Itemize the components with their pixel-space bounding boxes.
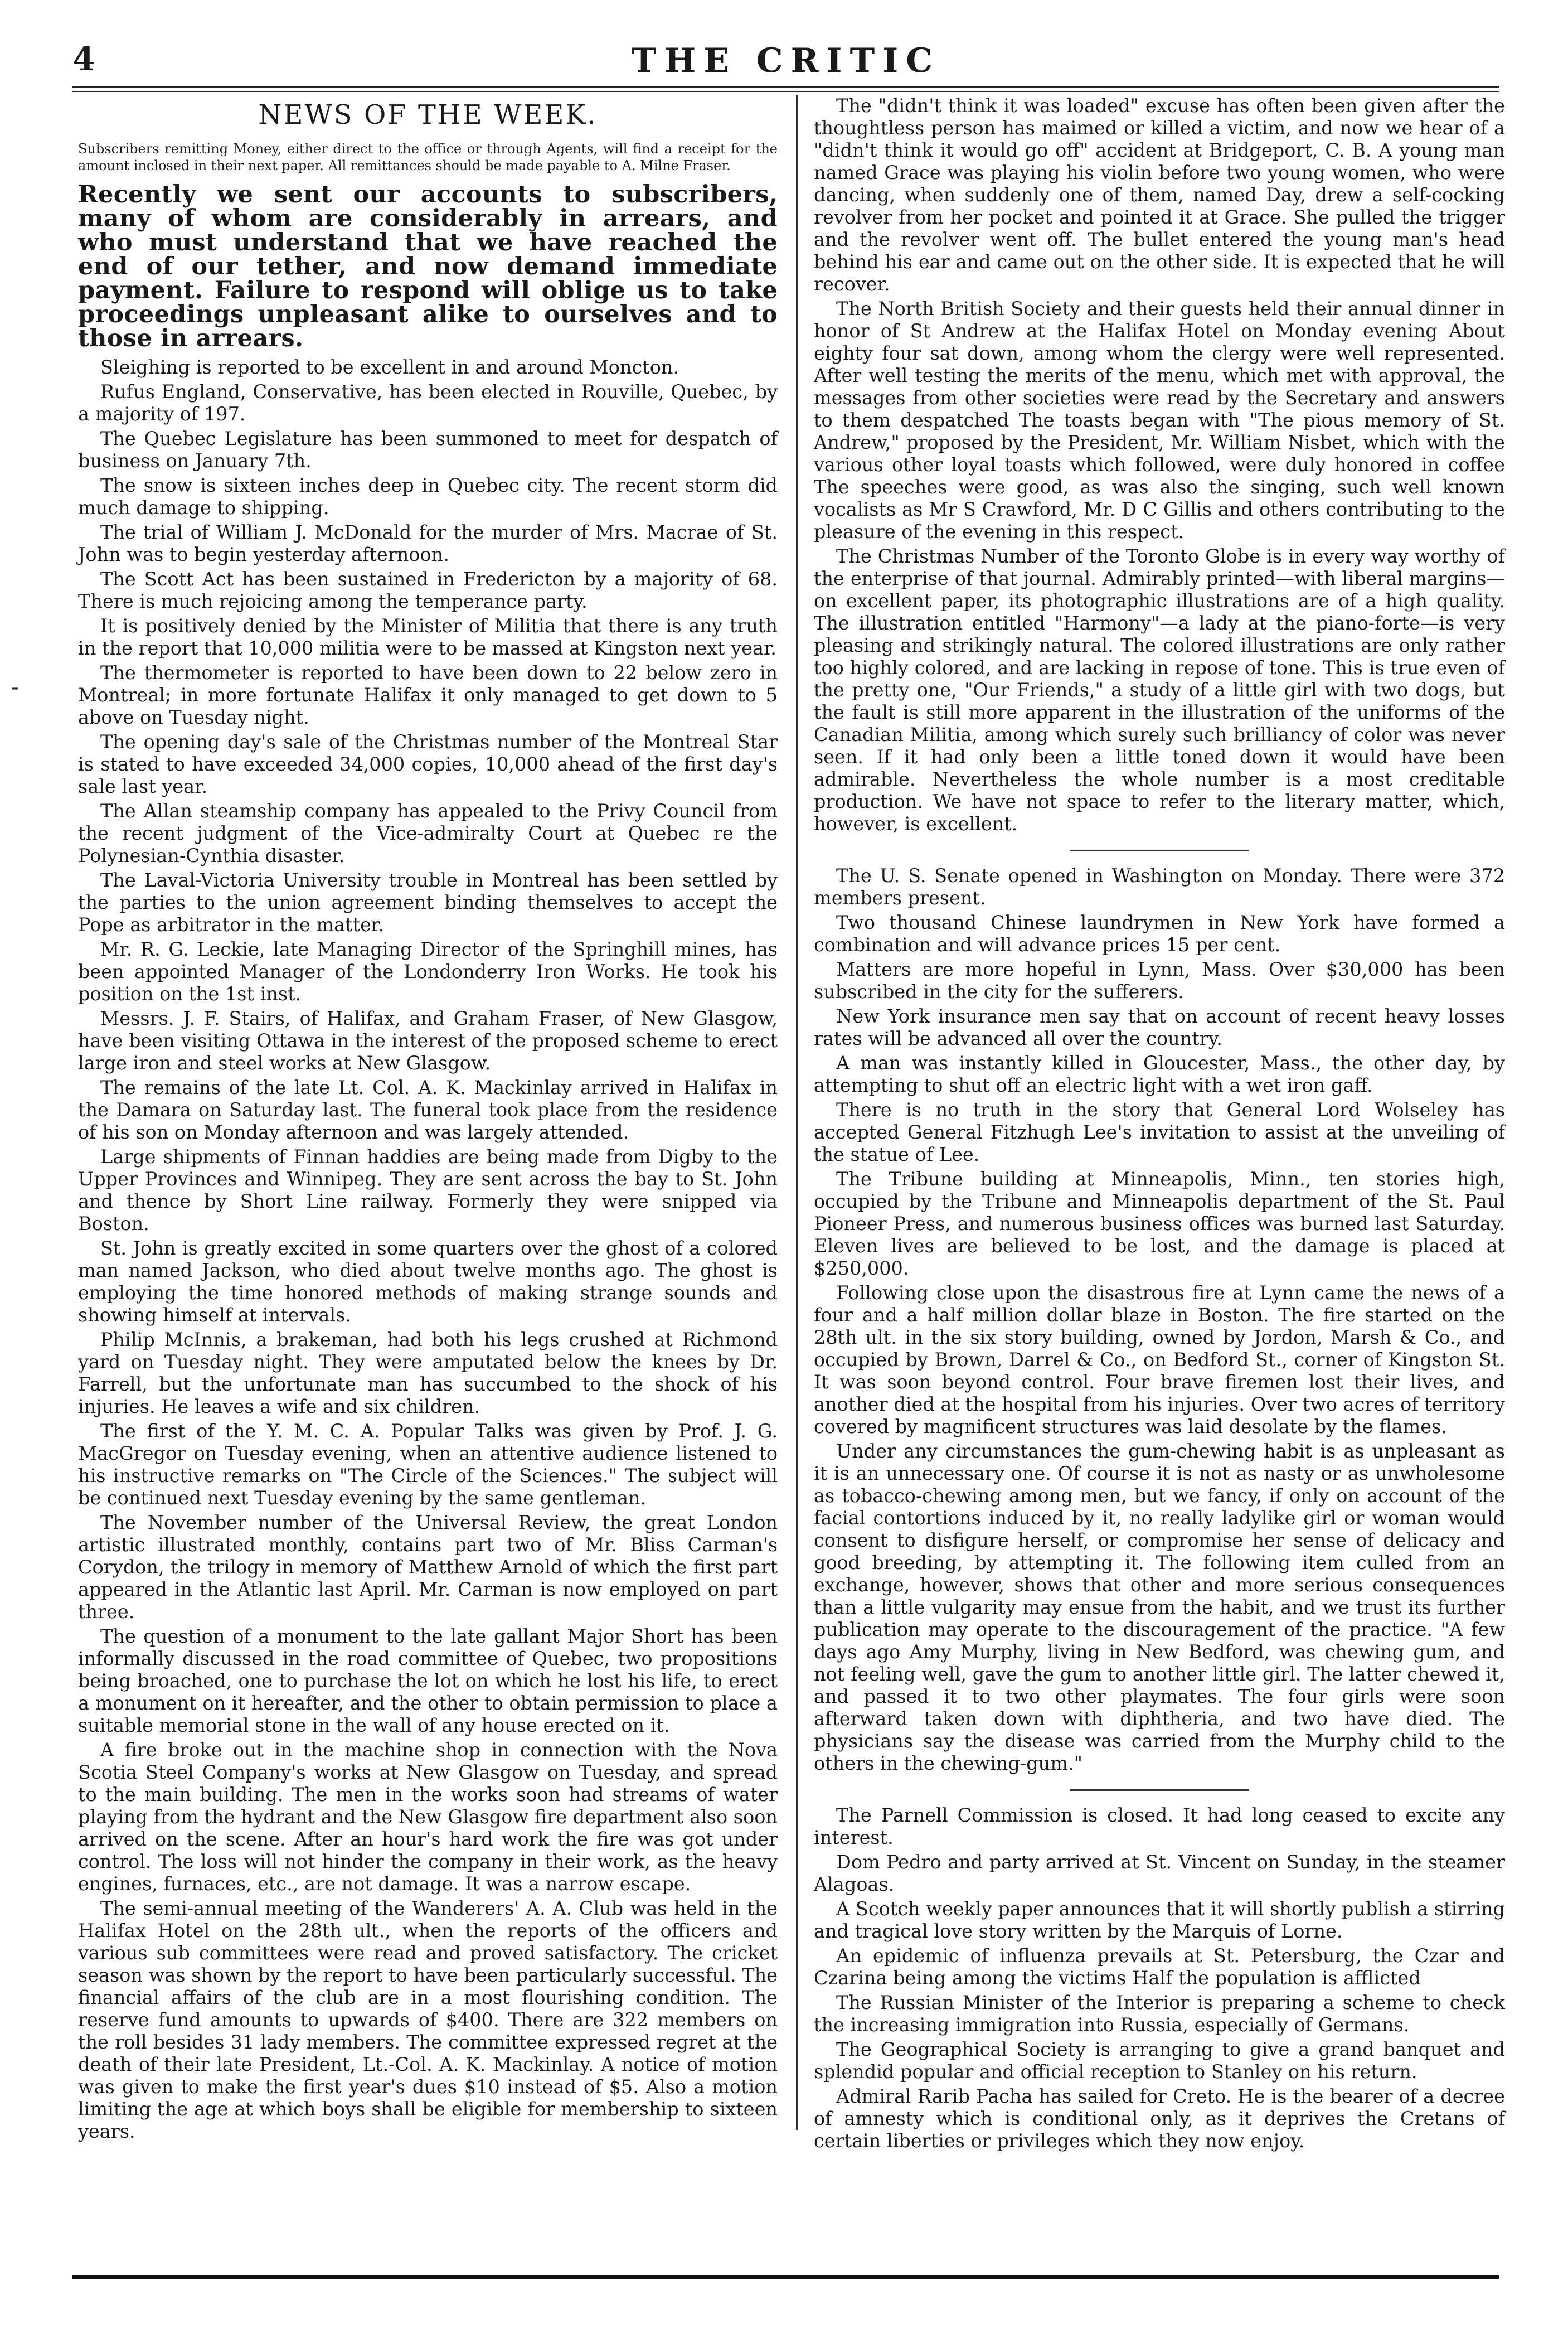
news-item: The Geographical Society is arranging to give a grand banquet and splendid popular and official reception to Stanley on his return. [814,2039,1505,2083]
news-item: The first of the Y. M. C. A. Popular Talks was given by Prof. J. G. MacGregor on Tuesday evening, when an attentive audience listened to his instructive remarks on "The Circle of the Sciences." The subject will be continued next Tuesday evening by the same gentleman. [78,1420,778,1509]
masthead-rule [72,86,1499,92]
news-item: The November number of the Universal Review, the great London artistic illustrated monthly, contains part two of Mr. Bliss Carman's Corydon, the trilogy in memory of Matthew Arnold of which the first part appeared in the Atlantic last April. Mr. Carman is now employed on part three. [78,1512,778,1623]
subscriber-notice: Subscribers remitting Money, either direct to the office or through Agents, will find a receipt for the amount inclosed in their next paper. All remittances should be made payable to A. Milne Fraser. [78,141,778,173]
section-separator [1070,1789,1249,1791]
news-item: Messrs. J. F. Stairs, of Halifax, and Graham Fraser, of New Glasgow, have been visiting Ottawa in the interest of the proposed scheme to erect large iron and steel works at New Glasgow. [78,1008,778,1074]
right-news-group-3 [814,1804,1505,2152]
news-item: The Christmas Number of the Toronto Globe is in every way worthy of the enterprise of that journal. Admirably printed—with liberal margins—on excellent paper, its photographic illustrations are of a high quality. The illustration entitled "Harmony"—a lady at the piano-forte—is very pleasing and strikingly natural. The colored illustrations are only rather too highly colored, and are lacking in repose of tone. This is true even of the pretty one, "Our Friends," a study of a little girl with two dogs, but the fault is still more apparent in the illustration of the uniforms of the Canadian Militia, among which surely such brilliancy of color was never seen. If it had only been a little toned down it would have been admirable. Nevertheless the whole number is a most creditable production. We have not space to refer to the literary matter, which, however, is excellent. [814,545,1505,835]
news-item: The Quebec Legislature has been summoned to meet for despatch of business on January 7th. [78,428,778,472]
newspaper-title: THE CRITIC [631,41,941,80]
news-item: St. John is greatly excited in some quarters over the ghost of a colored man named Jackson, who died about twelve months ago. The ghost is employing the time honored methods of making strange sounds and showing himself at intervals. [78,1237,778,1326]
news-item: The Russian Minister of the Interior is preparing a scheme to check the increasing immigration into Russia, especially of Germans. [814,1992,1505,2036]
news-item: A Scotch weekly paper announces that it will shortly publish a stirring and tragical love story written by the Marquis of Lorne. [814,1898,1505,1942]
news-item: The trial of William J. McDonald for the murder of Mrs. Macrae of St. John was to begin yesterday afternoon. [78,521,778,565]
margin-mark: - [11,675,19,700]
news-item: Sleighing is reported to be excellent in and around Moncton. [100,356,679,378]
news-item: Philip McInnis, a brakeman, had both his legs crushed at Richmond yard on Tuesday night. They were amputated below the knees by Dr. Farrell, but the unfortunate man has succumbed to the shock of his injuries. He leaves a wife and six children. [78,1329,778,1417]
section-heading: NEWS OF THE WEEK. [258,99,598,130]
right-column [814,95,1505,2154]
news-item: The snow is sixteen inches deep in Quebec city. The recent storm did much damage to shipping. [78,474,778,519]
news-item: The "didn't think it was loaded" excuse has often been given after the thoughtless person has maimed or killed a victim, and now we hear of a "didn't think it would go off" accident at Bridgeport, C. B. A young man named Grace was playing his violin before two young women, who were dancing, when suddenly one of them, named Day, drew a self-cocking revolver from her pocket and pointed it at Grace. She pulled the trigger and the revolver went off. The bullet entered the young man's head behind his ear and came out on the other side. It is expected that he will recover. [814,95,1505,295]
news-item: The opening day's sale of the Christmas number of the Montreal Star is stated to have exceeded 34,000 copies, 10,000 ahead of the first day's sale last year. [78,731,778,797]
news-item: A man was instantly killed in Gloucester, Mass., the other day, by attempting to shut off an electric light with a wet iron gaff. [814,1052,1505,1096]
news-item: Admiral Rarib Pacha has sailed for Creto. He is the bearer of a decree of amnesty which is conditional only, as it deprives the Cretans of certain liberties or privileges which they now enjoy. [814,2085,1505,2152]
news-item: The remains of the late Lt. Col. A. K. Mackinlay arrived in Halifax in the Damara on Saturday last. The funeral took place from the residence of his son on Monday afternoon and was largely attended. [78,1077,778,1143]
column-divider [796,95,798,2130]
section-separator [1070,850,1249,851]
left-news-items [78,356,778,2143]
news-item: The question of a monument to the late gallant Major Short has been informally discussed in the road committee of Quebec, two propositions being broached, one to purchase the lot on which he lost his life, to erect a monument on it hereafter, and the other to obtain permission to place a suitable memorial stone in the wall of any house erected on it. [78,1625,778,1736]
news-item: Two thousand Chinese laundrymen in New York have formed a combination and will advance prices 15 per cent. [814,912,1505,956]
news-item: The U. S. Senate opened in Washington on Monday. There were 372 members present. [814,865,1505,909]
page-number: 4 [72,40,95,78]
news-item: Large shipments of Finnan haddies are being made from Digby to the Upper Provinces and Winnipeg. They are sent across the bay to St. John and thence by Short Line railway. Formerly they were snipped via Boston. [78,1146,778,1234]
news-item: New York insurance men say that on account of recent heavy losses rates will be advanced all over the country. [814,1005,1505,1049]
news-item: It is positively denied by the Minister of Militia that there is any truth in the report that 10,000 militia were to be massed at Kingston next year. [78,615,778,659]
right-news-group-2 [814,865,1505,1775]
news-item: Dom Pedro and party arrived at St. Vincent on Sunday, in the steamer Alagoas. [814,1851,1505,1895]
news-item: Matters are more hopeful in Lynn, Mass. Over $30,000 has been subscribed in the city for the sufferers. [814,958,1505,1003]
news-item: A fire broke out in the machine shop in connection with the Nova Scotia Steel Company's works at New Glasgow on Tuesday, and spread to the main building. The men in the works soon had streams of water playing from the hydrant and the New Glasgow fire department also soon arrived on the scene. After an hour's hard work the fire was got under control. The loss will not hinder the company in their work, as the heavy engines, furnaces, etc., are not damage. It was a narrow escape. [78,1739,778,1895]
news-item: The semi-annual meeting of the Wanderers' A. A. Club was held in the Halifax Hotel on the 28th ult., when the reports of the officers and various sub committees were read and proved satisfactory. The cricket season was shown by the report to have been particularly successful. The financial affairs of the club are in a most flourishing condition. The reserve fund amounts to upwards of $400. There are 322 members on the roll besides 31 lady members. The committee expressed regret at the death of their late President, Lt.-Col. A. K. Mackinlay. A notice of motion was given to make the first year's dues $10 instead of $5. Also a motion limiting the age at which boys shall be eligible for membership to sixteen years. [78,1897,778,2142]
news-item: The Scott Act has been sustained in Fredericton by a majority of 68. There is much rejoicing among the temperance party. [78,568,778,612]
news-item: Rufus England, Conservative, has been elected in Rouville, Quebec, by a majority of 197. [78,381,778,425]
news-item: The thermometer is reported to have been down to 22 below zero in Montreal; in more fortunate Halifax it only managed to get down to 5 above on Tuesday night. [78,662,778,728]
bottom-rule [72,2275,1499,2279]
arrears-notice: Recently we sent our accounts to subscribers, many of whom are considerably in arrears, and who must understand that we have reached the end of our tether, and now demand immediate payment. Failure to respond will oblige us to take proceedings unpleasant alike to ourselves and to those in arrears. [78,181,778,352]
news-item: An epidemic of influenza prevails at St. Petersburg, the Czar and Czarina being among the victims Half the population is afflicted [814,1945,1505,1989]
news-item: Following close upon the disastrous fire at Lynn came the news of a four and a half million dollar blaze in Boston. The fire started on the 28th ult. in the six story building, owned by Jordon, Marsh & Co., and occupied by Brown, Darrel & Co., on Bedford St., corner of Kingston St. It was soon beyond control. Four brave firemen lost their lives, and another died at the hospital from his injuries. Over two acres of territory covered by magnificent structures was laid desolate by the flames. [814,1282,1505,1437]
news-item: The Tribune building at Minneapolis, Minn., ten stories high, occupied by the Tribune and Minneapolis department of the St. Paul Pioneer Press, and numerous business offices was burned last Saturday. Eleven lives are believed to be lost, and the damage is placed at $250,000. [814,1168,1505,1279]
right-news-group-1 [814,95,1505,835]
news-item: The North British Society and their guests held their annual dinner in honor of St Andrew at the Halifax Hotel on Monday evening About eighty four sat down, among whom the clergy were well represented. After well testing the merits of the menu, which met with approval, the messages from other societies were read by the Secretary and answers to them despatched The toasts began with "The pious memory of St. Andrew," proposed by the President, Mr. William Nisbet, which with the various other loyal toasts which followed, were duly honored in coffee The speeches were good, as was also the singing, such well known vocalists as Mr S Crawford, Mr. D C Gillis and others contributing to the pleasure of the evening in this respect. [814,298,1505,543]
news-item: The Laval-Victoria University trouble in Montreal has been settled by the parties to the union agreement binding themselves to accept the Pope as arbitrator in the matter. [78,869,778,936]
news-item: Mr. R. G. Leckie, late Managing Director of the Springhill mines, has been appointed Manager of the Londonderry Iron Works. He took his position on the 1st inst. [78,938,778,1005]
news-item: The Allan steamship company has appealed to the Privy Council from the recent judgment of the Vice-admiralty Court at Quebec re the Polynesian-Cynthia disaster. [78,800,778,866]
news-item: There is no truth in the story that General Lord Wolseley has accepted General Fitzhugh Lee's invitation to assist at the unveiling of the statue of Lee. [814,1099,1505,1165]
news-item: The Parnell Commission is closed. It had long ceased to excite any interest. [814,1804,1505,1848]
left-column [78,95,778,2145]
news-item: Under any circumstances the gum-chewing habit is as unpleasant as it is an unnecessary one. Of course it is not as nasty or as unwholesome as tobacco-chewing among men, but we fancy, if only on account of the facial contortions induced by it, no really ladylike girl or woman would consent to disfigure herself, or compromise her sense of delicacy and good breeding, by attempting it. The following item culled from an exchange, however, shows that other and more serious consequences than a little vulgarity may ensue from the habit, and we trust its further publication may operate to the discouragement of the practice. "A few days ago Amy Murphy, living in New Bedford, was chewing gum, and not feeling well, gave the gum to another little girl. The latter chewed it, and passed it to two other playmates. The four girls were soon afterward taken down with diphtheria, and two have died. The physicians say the disease was carried from the Murphy child to the others in the chewing-gum." [814,1440,1505,1774]
